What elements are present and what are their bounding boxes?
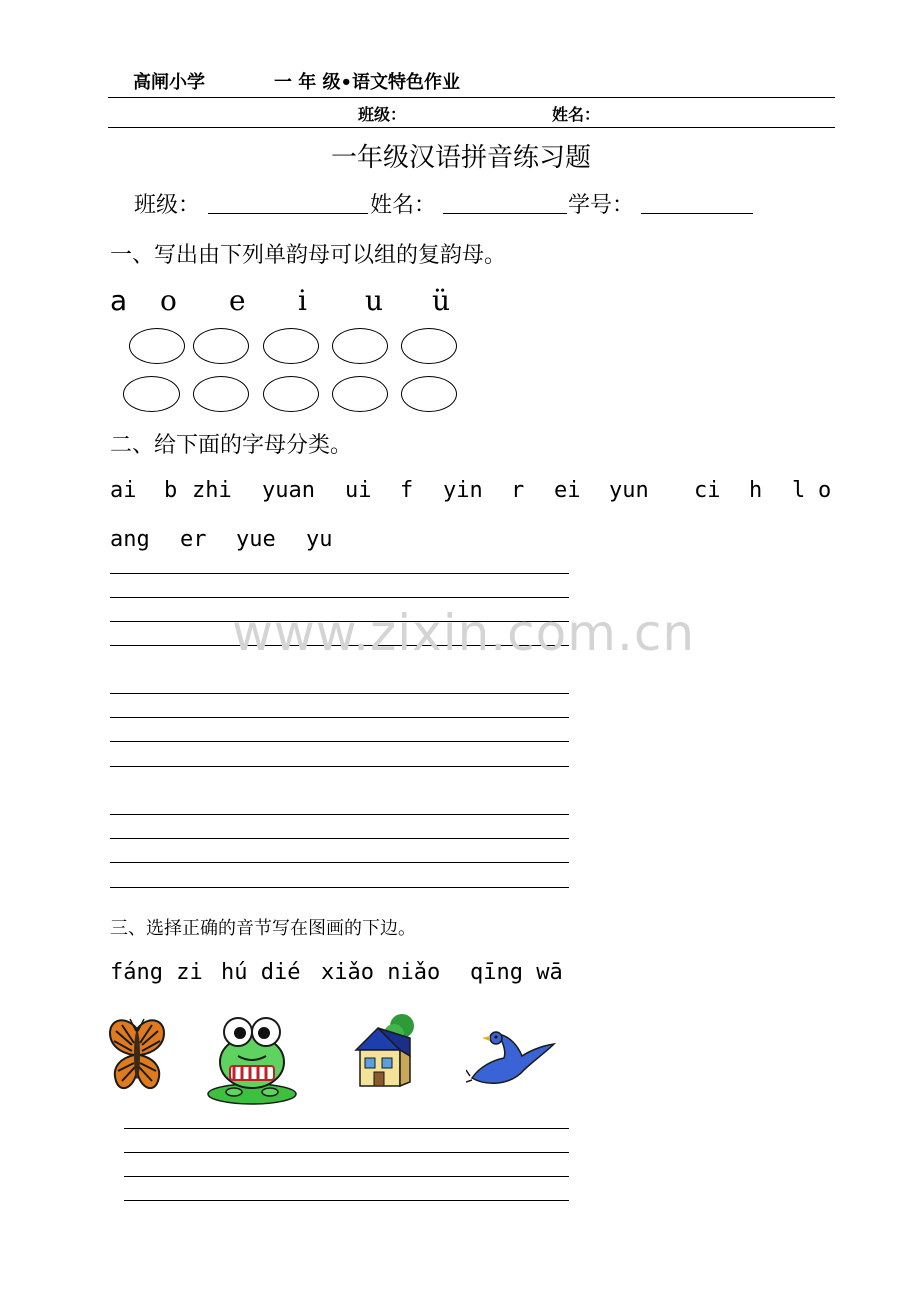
- page-title: 一年级汉语拼音练习题: [331, 143, 592, 173]
- vowel-o: o: [160, 284, 177, 317]
- answer-oval[interactable]: [401, 328, 457, 364]
- answer-oval[interactable]: [332, 376, 388, 412]
- syllable-item: hú dié: [221, 960, 301, 985]
- letter-item: ai: [110, 478, 137, 503]
- writing-line[interactable]: [110, 741, 569, 742]
- number-blank[interactable]: [641, 213, 753, 214]
- letter-item: zhi: [192, 478, 232, 503]
- writing-line[interactable]: [110, 597, 569, 598]
- answer-oval[interactable]: [129, 328, 185, 364]
- frog-icon: [204, 1012, 300, 1106]
- vowel-i: i: [298, 284, 307, 317]
- answer-oval[interactable]: [401, 376, 457, 412]
- vowel-a: a: [110, 284, 128, 317]
- answer-line[interactable]: [124, 1128, 569, 1129]
- writing-line[interactable]: [110, 766, 569, 767]
- vowel-e: e: [229, 284, 246, 317]
- header-rule-top: [108, 97, 835, 98]
- header-name-label: 姓名：: [552, 105, 601, 124]
- class-blank[interactable]: [208, 213, 368, 214]
- header-rule-bottom: [108, 127, 835, 128]
- letter-item: yu: [306, 527, 333, 552]
- writing-line[interactable]: [110, 717, 569, 718]
- answer-oval[interactable]: [263, 328, 319, 364]
- letter-item: ang: [110, 527, 150, 552]
- vowel-u-umlaut: ü: [432, 284, 451, 317]
- grade-subject: 一 年 级•语文特色作业: [274, 72, 461, 93]
- answer-oval[interactable]: [123, 376, 180, 412]
- writing-line[interactable]: [110, 887, 569, 888]
- answer-line[interactable]: [124, 1152, 569, 1153]
- letter-item: yin: [443, 478, 483, 503]
- syllable-item: qīng wā: [470, 960, 563, 985]
- syllable-item: xiǎo niǎo: [321, 960, 441, 985]
- section1-heading: 一、写出由下列单韵母可以组的复韵母。: [110, 243, 507, 268]
- letter-item: f: [400, 478, 414, 503]
- answer-line[interactable]: [124, 1200, 569, 1201]
- writing-line[interactable]: [110, 838, 569, 839]
- writing-line[interactable]: [110, 862, 569, 863]
- info-class-label: 班级：: [134, 193, 201, 218]
- header-class-label: 班级：: [358, 105, 407, 124]
- answer-oval[interactable]: [332, 328, 388, 364]
- watermark: www.zixin.com.cn: [232, 604, 696, 662]
- section3-heading: 三、选择正确的音节写在图画的下边。: [110, 918, 416, 939]
- school-name: 高闸小学: [133, 72, 205, 93]
- answer-oval[interactable]: [193, 376, 249, 412]
- letter-item: yue: [236, 527, 276, 552]
- letter-item: b: [164, 478, 178, 503]
- letter-item: ei: [554, 478, 581, 503]
- letter-item: yuan: [262, 478, 315, 503]
- house-icon: [352, 1012, 418, 1092]
- answer-oval[interactable]: [193, 328, 249, 364]
- letter-item: yun: [609, 478, 649, 503]
- letter-item: l: [792, 478, 806, 503]
- info-name-label: 姓名：: [370, 193, 437, 218]
- info-number-label: 学号：: [568, 193, 635, 218]
- letter-item: er: [180, 527, 207, 552]
- writing-line[interactable]: [110, 814, 569, 815]
- letter-item: r: [511, 478, 525, 503]
- letter-item: ci: [694, 478, 721, 503]
- answer-line[interactable]: [124, 1176, 569, 1177]
- writing-line[interactable]: [110, 693, 569, 694]
- section2-heading: 二、给下面的字母分类。: [110, 433, 353, 458]
- syllable-item: fáng zi: [110, 960, 203, 985]
- butterfly-icon: [106, 1015, 168, 1095]
- letter-item: o: [818, 478, 832, 503]
- name-blank[interactable]: [443, 213, 567, 214]
- vowel-u: u: [365, 284, 384, 317]
- letter-item: h: [749, 478, 763, 503]
- letter-item: ui: [345, 478, 372, 503]
- bird-icon: [466, 1028, 556, 1090]
- writing-line[interactable]: [110, 573, 569, 574]
- answer-oval[interactable]: [263, 376, 319, 412]
